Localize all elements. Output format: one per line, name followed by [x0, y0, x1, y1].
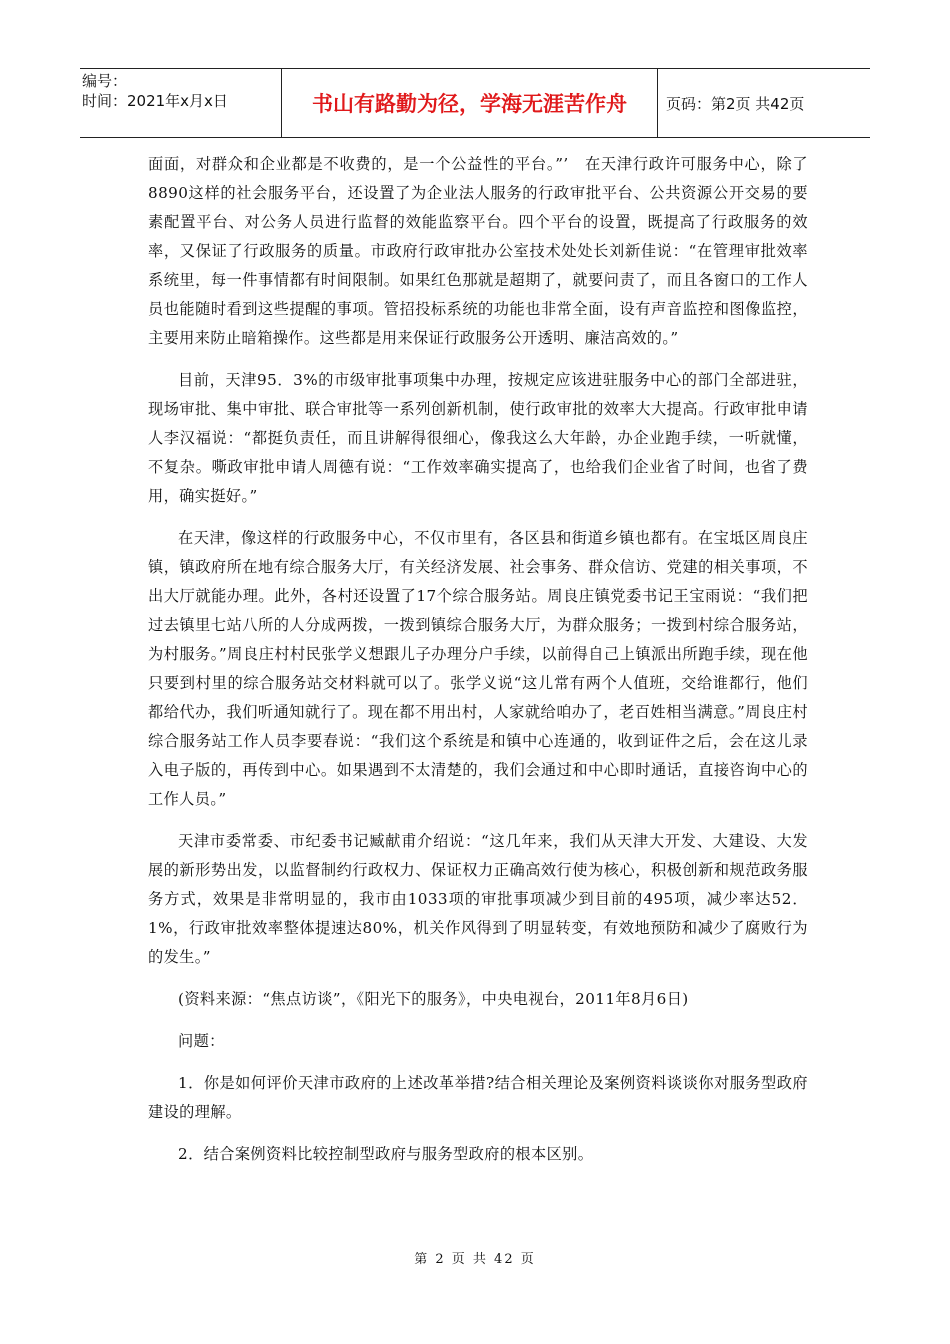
paragraph-4: 天津市委常委、市纪委书记臧献甫介绍说：“这几年来，我们从天津大开发、大建设、大发展的新形势出发，以监督制约行政权力、保证权力正确高效行使为核心，积极创新和规范政务服务方式，效果是非常明显的，我市由1033项的审批事项减少到目前的495项，减少率达52．1%，行政审批效率整体提速达80%，机关作风得到了明显转变，有效地预防和减少了腐败行为的发生。”	[148, 832, 808, 966]
paragraph-3: 在天津，像这样的行政服务中心，不仅市里有，各区县和街道乡镇也都有。在宝坻区周良庄镇，镇政府所在地有综合服务大厅，有关经济发展、社会事务、群众信访、党建的相关事项，不出大厅就能办理。此外，各村还设置了17个综合服务站。周良庄镇党委书记王宝雨说：“我们把过去镇里七站八所的人分成两拨，一拨到镇综合服务大厅，为群众服务；一拨到村综合服务站，为村服务。”周良庄村村民张学义想跟儿子办理分户手续，以前得自己上镇派出所跑手续，现在他只要到村里的综合服务站交材料就可以了。张学义说“这儿常有两个人值班，交给谁都行，他们都给代办，我们听通知就行了。现在都不用出村，人家就给咱办了，老百姓相当满意。”周良庄村综合服务站工作人员李要春说：“我们这个系统是和镇中心连通的，收到证件之后，会在这儿录入电子版的，再传到中心。如果遇到不太清楚的，我们会通过和中心即时通话，直接咨询中心的工作人员。”	[148, 529, 808, 808]
document-body	[148, 150, 808, 1182]
question-2: 2．结合案例资料比较控制型政府与服务型政府的根本区别。	[178, 1145, 594, 1163]
header-motto: 书山有路勤为径，学海无涯苦作舟	[282, 69, 658, 137]
question-1: 1．你是如何评价天津市政府的上述改革举措?结合相关理论及案例资料谈谈你对服务型政府建设的理解。	[148, 1074, 808, 1121]
page-footer: 第 2 页 共 42 页	[414, 1252, 536, 1267]
header-meta	[80, 69, 282, 137]
paragraph-1: 面面，对群众和企业都是不收费的，是一个公益性的平台。”’ 在天津行政许可服务中心，除了8890这样的社会服务平台，还设置了为企业法人服务的行政审批平台、公共资源公开交易的要素配置平台、对公务人员进行监督的效能监察平台。四个平台的设置，既提高了行政服务的效率，又保证了行政服务的质量。市政府行政审批办公室技术处处长刘新佳说：“在管理审批效率系统里，每一件事情都有时间限制。如果红色那就是超期了，就要问责了，而且各窗口的工作人员也能随时看到这些提醒的事项。管招投标系统的功能也非常全面，设有声音监控和图像监控，主要用来防止暗箱操作。这些都是用来保证行政服务公开透明、廉洁高效的。”	[148, 155, 808, 347]
paragraph-2: 目前，天津95．3%的市级审批事项集中办理，按规定应该进驻服务中心的部门全部进驻，现场审批、集中审批、联合审批等一系列创新机制，使行政审批的效率大大提高。行政审批申请人李汉福说：“都挺负责任，而且讲解得很细心，像我这么大年龄，办企业跑手续，一听就懂，不复杂。嘶政审批申请人周德有说：“工作效率确实提高了，也给我们企业省了时间，也省了费用，确实挺好。”	[148, 371, 808, 505]
document-date-label: 时间：2021年x月x日	[82, 92, 228, 110]
questions-heading: 问题：	[178, 1032, 225, 1050]
page-header	[80, 68, 870, 138]
document-number-label: 编号：	[82, 72, 128, 90]
source-citation: (资料来源：“焦点访谈”，《阳光下的服务》，中央电视台，2011年8月6日)	[178, 990, 689, 1008]
header-page-info: 页码：第2页 共42页	[666, 94, 805, 113]
